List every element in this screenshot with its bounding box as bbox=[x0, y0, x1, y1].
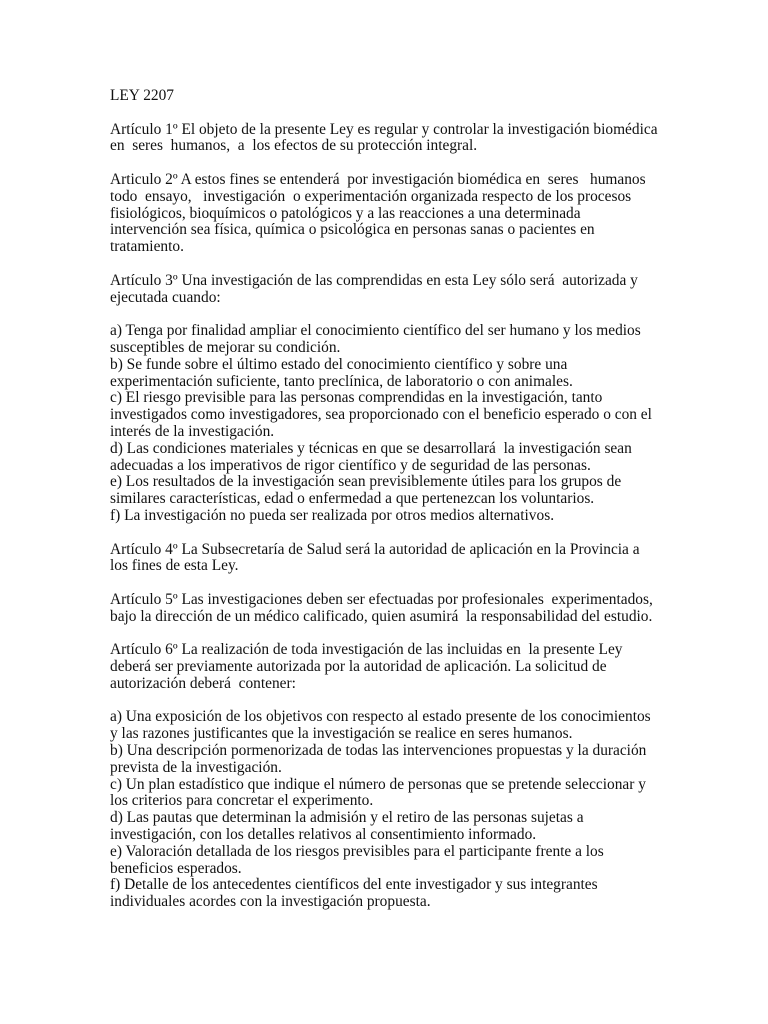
article-6-intro: Artículo 6º La realización de toda investigación de las incluidas en la presente Ley deberá ser previamente autorizada por la autoridad de aplicación. La solicitud de autorización deberá contener: bbox=[110, 641, 627, 692]
article-2: Articulo 2º A estos fines se entenderá por investigación biomédica en seres humanos todo ensayo, investigación o experimentación organizada respecto de los procesos fisiológicos, bioquímicos o patológicos y a las reacciones a una determinada intervención sea física, química o psicológica en personas sanas o pacientes en tratamiento. bbox=[110, 170, 650, 256]
article-3-item-d: d) Las condiciones materiales y técnicas en que se desarrollará la investigación sean adecuadas a los imperativos de rigor científico y de seguridad de las personas. bbox=[110, 439, 636, 474]
article-3-item-c: c) El riesgo previsible para las personas comprendidas en la investigación, tanto investigados como investigadores, sea proporcionado con el beneficio esperado o con el interés de la investigación. bbox=[110, 389, 656, 440]
article-5: Artículo 5º Las investigaciones deben ser efectuadas por profesionales experimentados, bajo la dirección de un médico calificado, quien asumirá la responsabilidad del estudio. bbox=[110, 590, 657, 625]
article-3-intro: Artículo 3º Una investigación de las comprendidas en esta Ley sólo será autorizada y ejecutada cuando: bbox=[110, 271, 642, 306]
law-title: LEY 2207 bbox=[110, 87, 174, 104]
article-6-item-b: b) Una descripción pormenorizada de todas las intervenciones propuestas y la duración prevista de la investigación. bbox=[110, 742, 651, 776]
article-6-item-e: e) Valoración detallada de los riesgos previsibles para el participante frente a los beneficios esperados. bbox=[110, 842, 608, 877]
article-6-item-f: f) Detalle de los antecedentes científicos del ente investigador y sus integrantes individuales acordes con la investigación propuesta. bbox=[110, 876, 602, 911]
article-3-item-a: a) Tenga por finalidad ampliar el conocimiento científico del ser humano y los medios susceptibles de mejorar su condición. bbox=[110, 322, 645, 356]
article-6-item-c: c) Un plan estadístico que indique el número de personas que se pretende seleccionar y los criterios para concretar el experimento. bbox=[110, 775, 650, 810]
document-page bbox=[110, 87, 670, 928]
article-4: Artículo 4º La Subsecretaría de Salud será la autoridad de aplicación en la Provincia a los fines de esta Ley. bbox=[110, 540, 644, 575]
article-3-item-b: b) Se funde sobre el último estado del conocimiento científico y sobre una experimentación suficiente, tanto preclínica, de laboratorio o con animales. bbox=[110, 355, 573, 390]
article-3-item-f: f) La investigación no pueda ser realizada por otros medios alternativos. bbox=[110, 506, 555, 524]
article-3-item-e: e) Los resultados de la investigación sean previsiblemente útiles para los grupos de similares características, edad o enfermedad a que pertenezcan los voluntarios. bbox=[110, 473, 626, 508]
article-6-item-d: d) Las pautas que determinan la admisión y el retiro de las personas sujetas a investigación, con los detalles relativos al consentimiento informado. bbox=[110, 809, 588, 844]
article-6-item-a: a) Una exposición de los objetivos con respecto al estado presente de los conocimientos y las razones justificantes que la investigación se realice en seres humanos. bbox=[110, 708, 655, 743]
article-1: Artículo 1º El objeto de la presente Ley es regular y controlar la investigación biomédica en seres humanos, a los efectos de su protección integral. bbox=[110, 120, 670, 155]
